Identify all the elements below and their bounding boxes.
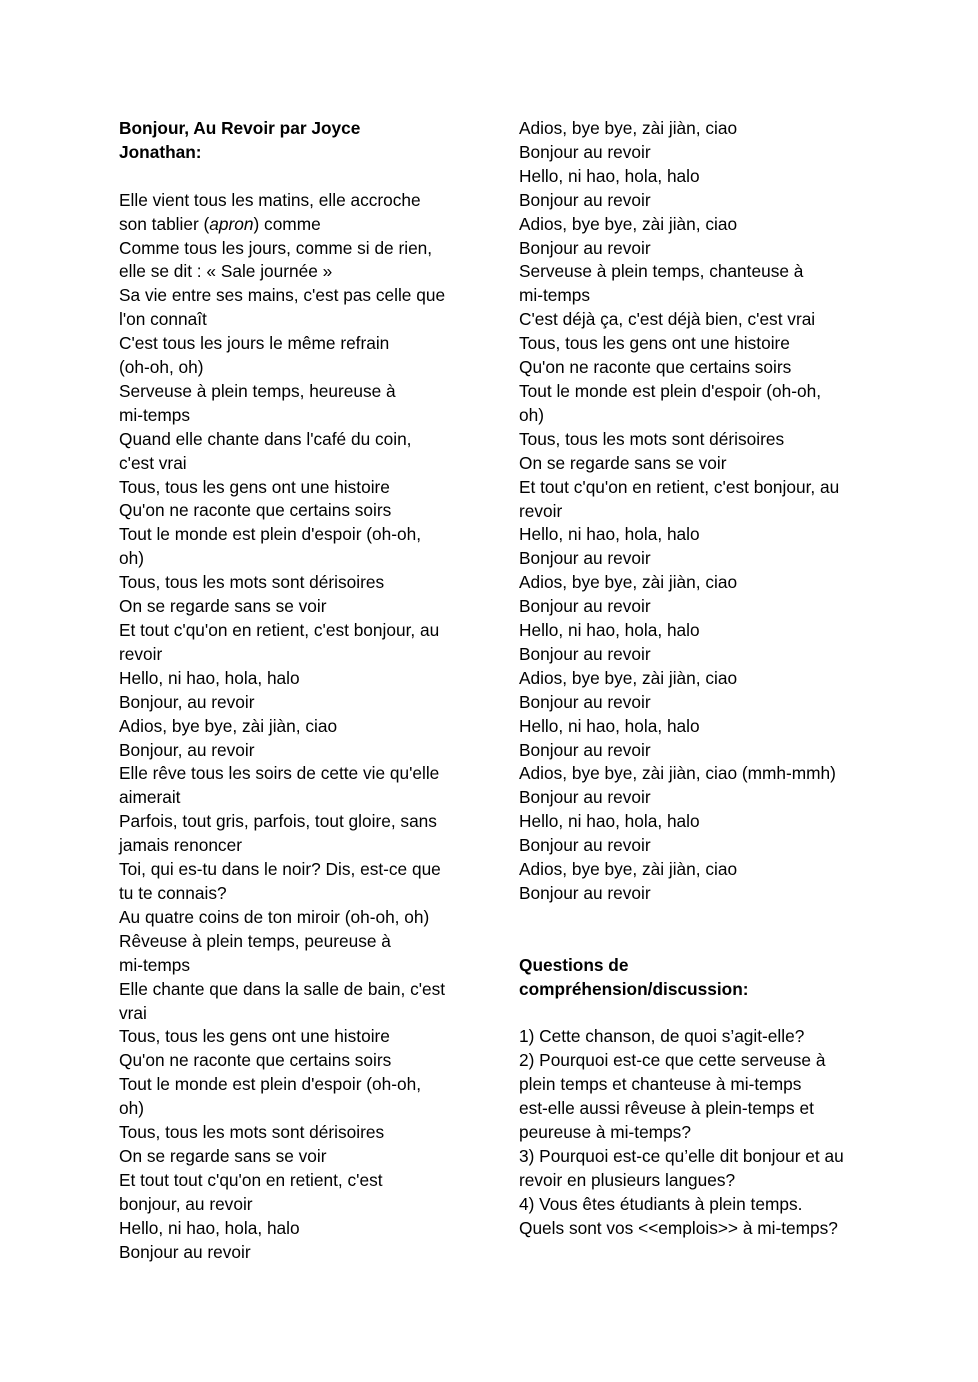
left-column <box>119 117 464 1264</box>
lyric-line: oh) <box>119 548 144 569</box>
lyric-line: Tous, tous les mots sont dérisoires <box>119 1122 385 1143</box>
lyric-line: bonjour, au revoir <box>119 1193 253 1214</box>
lyric-line: Tous, tous les mots sont dérisoires <box>519 428 785 449</box>
lyric-line: aimerait <box>119 787 181 808</box>
question-line: 3) Pourquoi est-ce qu’elle dit bonjour et au <box>519 1145 844 1166</box>
lyric-line: vrai <box>119 1002 147 1023</box>
lyric-line: Toi, qui es-tu dans le noir? Dis, est-ce que <box>119 859 441 880</box>
lyric-line <box>119 213 464 237</box>
lyric-line: Bonjour au revoir <box>519 141 651 162</box>
questions-list <box>519 1025 864 1240</box>
lyric-line: Bonjour au revoir <box>519 596 651 617</box>
lyric-line: Bonjour au revoir <box>519 883 651 903</box>
lyric-line: Hello, ni hao, hola, halo <box>519 811 700 832</box>
lyric-line: On se regarde sans se voir <box>119 596 327 617</box>
lyric-line: Bonjour au revoir <box>519 548 651 569</box>
lyric-line: Bonjour au revoir <box>519 643 651 664</box>
lyric-line: Tous, tous les gens ont une histoire <box>519 333 790 354</box>
lyric-line: oh) <box>119 1098 144 1119</box>
lyric-line: Hello, ni hao, hola, halo <box>119 667 300 688</box>
lyric-line: Qu'on ne raconte que certains soirs <box>119 1050 392 1071</box>
lyric-line: Rêveuse à plein temps, peureuse à <box>119 930 391 951</box>
lyric-line: Elle rêve tous les soirs de cette vie qu'elle <box>119 763 440 784</box>
question-line: 2) Pourquoi est-ce que cette serveuse à <box>519 1050 826 1071</box>
lyric-line: Tous, tous les gens ont une histoire <box>119 1026 390 1047</box>
lyric-line: revoir <box>119 643 163 664</box>
lyric-line: Hello, ni hao, hola, halo <box>519 620 700 641</box>
song-title-line-1: Bonjour, Au Revoir par Joyce <box>119 118 361 138</box>
questions-heading-line-2: compréhension/discussion: <box>519 978 749 999</box>
lyric-line: Qu'on ne raconte que certains soirs <box>519 357 792 378</box>
lyric-line: On se regarde sans se voir <box>519 452 727 473</box>
lyric-line: Adios, bye bye, zài jiàn, ciao <box>519 572 738 593</box>
lyric-line: tu te connais? <box>119 882 227 903</box>
lyric-line: oh) <box>519 404 544 425</box>
lyric-line: Adios, bye bye, zài jiàn, ciao <box>519 667 738 688</box>
lyric-line: Bonjour, au revoir <box>119 691 255 712</box>
lyric-line: mi-temps <box>119 954 191 975</box>
lyric-line: Serveuse à plein temps, heureuse à <box>119 380 396 401</box>
lyric-line: Serveuse à plein temps, chanteuse à <box>519 261 804 282</box>
lyric-line: Bonjour, au revoir <box>119 739 255 760</box>
lyric-line: Au quatre coins de ton miroir (oh-oh, oh) <box>119 906 430 927</box>
lyric-line: Qu'on ne raconte que certains soirs <box>119 500 392 521</box>
lyric-line: Bonjour au revoir <box>519 691 651 712</box>
lyric-line: C'est déjà ça, c'est déjà bien, c'est vrai <box>519 309 816 330</box>
song-title-line-2: Jonathan: <box>119 141 202 162</box>
right-lyrics <box>519 117 864 906</box>
left-lyrics <box>119 237 464 1265</box>
lyric-line: Et tout tout c'qu'on en retient, c'est <box>119 1169 383 1190</box>
lyric-line: C'est tous les jours le même refrain <box>119 333 390 354</box>
lyric-line: l'on connaît <box>119 309 207 330</box>
lyric-fragment: son tablier ( <box>119 213 210 234</box>
lyric-line: Hello, ni hao, hola, halo <box>519 524 700 545</box>
lyric-line: Et tout c'qu'on en retient, c'est bonjour, au <box>119 620 440 641</box>
lyric-line: Tout le monde est plein d'espoir (oh-oh, <box>119 1074 422 1095</box>
lyric-fragment: ) comme <box>253 213 321 234</box>
lyric-line: Bonjour au revoir <box>519 189 651 210</box>
lyric-line: Bonjour au revoir <box>519 835 651 856</box>
lyric-line: Et tout c'qu'on en retient, c'est bonjour, au <box>519 476 840 497</box>
lyric-line: c'est vrai <box>119 452 187 473</box>
lyric-line: Tous, tous les mots sont dérisoires <box>119 572 385 593</box>
question-line: 4) Vous êtes étudiants à plein temps. <box>519 1193 803 1214</box>
lyric-line: mi-temps <box>119 404 191 425</box>
lyric-line: (oh-oh, oh) <box>119 357 204 378</box>
lyric-line: Quand elle chante dans l'café du coin, <box>119 428 412 449</box>
question-line: peureuse à mi-temps? <box>519 1122 691 1143</box>
lyric-line: Bonjour au revoir <box>519 237 651 258</box>
lyric-italic-word: apron <box>209 213 254 234</box>
blank-line <box>519 1002 864 1026</box>
lyric-line: Hello, ni hao, hola, halo <box>119 1217 300 1238</box>
lyric-line: Adios, bye bye, zài jiàn, ciao (mmh-mmh) <box>519 763 836 784</box>
lyric-line: Comme tous les jours, comme si de rien, <box>119 237 433 258</box>
lyric-line: Tout le monde est plein d'espoir (oh-oh, <box>519 380 822 401</box>
lyric-line: Bonjour au revoir <box>119 1241 251 1262</box>
lyric-line: Parfois, tout gris, parfois, tout gloire, sans <box>119 811 437 832</box>
question-line: plein temps et chanteuse à mi-temps <box>519 1074 802 1095</box>
lyric-line: Elle vient tous les matins, elle accroche <box>119 189 421 210</box>
right-column <box>519 117 864 1241</box>
lyric-line: Bonjour au revoir <box>519 739 651 760</box>
lyric-line: Adios, bye bye, zài jiàn, ciao <box>519 859 738 880</box>
question-line: 1) Cette chanson, de quoi s’agit-elle? <box>519 1026 805 1047</box>
lyric-line: Adios, bye bye, zài jiàn, ciao <box>119 715 338 736</box>
lyric-line: Tous, tous les gens ont une histoire <box>119 476 390 497</box>
lyric-line: jamais renoncer <box>119 835 242 856</box>
lyric-line: Adios, bye bye, zài jiàn, ciao <box>519 213 738 234</box>
question-line: revoir en plusieurs langues? <box>519 1169 736 1190</box>
lyric-line: On se regarde sans se voir <box>119 1145 327 1166</box>
lyric-line: Elle chante que dans la salle de bain, c'est <box>119 978 446 999</box>
lyric-line: elle se dit : « Sale journée » <box>119 261 333 282</box>
lyric-line: Hello, ni hao, hola, halo <box>519 165 700 186</box>
lyric-line: Hello, ni hao, hola, halo <box>519 715 700 736</box>
question-line: est-elle aussi rêveuse à plein-temps et <box>519 1098 814 1119</box>
lyric-line: Adios, bye bye, zài jiàn, ciao <box>519 118 738 138</box>
lyric-line: Tout le monde est plein d'espoir (oh-oh, <box>119 524 422 545</box>
blank-line <box>119 165 464 189</box>
lyric-line: revoir <box>519 500 563 521</box>
questions-heading-line-1: Questions de <box>519 954 629 975</box>
lyric-line: Sa vie entre ses mains, c'est pas celle que <box>119 285 446 306</box>
lyric-line: mi-temps <box>519 285 591 306</box>
lyric-line: Bonjour au revoir <box>519 787 651 808</box>
question-line: Quels sont vos <<emplois>> à mi-temps? <box>519 1217 838 1238</box>
